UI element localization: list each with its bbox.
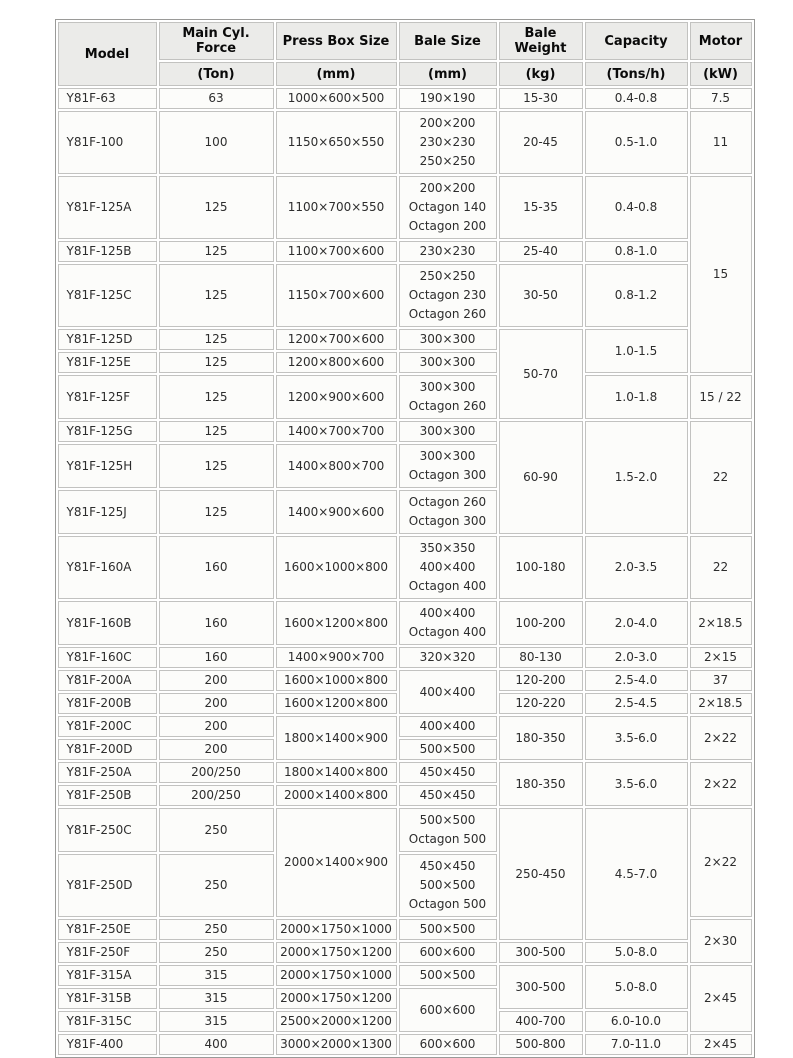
table-row bbox=[58, 536, 752, 599]
cell-weight: 300-500 bbox=[499, 942, 583, 963]
cell-box: 3000×2000×1300 bbox=[276, 1034, 397, 1055]
cell-bale: 300×300 bbox=[399, 329, 497, 350]
cell-model: Y81F-125G bbox=[58, 421, 157, 442]
cell-force: 250 bbox=[159, 942, 274, 963]
spec-table bbox=[55, 19, 755, 1058]
bale-size-line: Octagon 400 bbox=[408, 579, 487, 593]
cell-force: 315 bbox=[159, 988, 274, 1009]
cell-force: 250 bbox=[159, 808, 274, 852]
cell-model: Y81F-200C bbox=[58, 716, 157, 737]
cell-box: 1400×900×600 bbox=[276, 490, 397, 534]
table-row bbox=[58, 716, 752, 737]
cell-bale bbox=[399, 808, 497, 852]
cell-bale bbox=[399, 854, 497, 917]
cell-capacity: 2.0-3.0 bbox=[585, 647, 688, 668]
col-unit-motor: (kW) bbox=[690, 62, 752, 86]
spec-table-container bbox=[55, 0, 743, 1058]
header-row-units bbox=[58, 62, 752, 86]
cell-bale: 300×300 bbox=[399, 421, 497, 442]
cell-capacity: 7.0-11.0 bbox=[585, 1034, 688, 1055]
cell-weight: 20-45 bbox=[499, 111, 583, 174]
cell-weight: 15-35 bbox=[499, 176, 583, 239]
cell-box: 1600×1200×800 bbox=[276, 693, 397, 714]
cell-weight: 300-500 bbox=[499, 965, 583, 1009]
bale-size-line: Octagon 300 bbox=[408, 468, 487, 482]
cell-model: Y81F-160C bbox=[58, 647, 157, 668]
col-header-box: Press Box Size bbox=[276, 22, 397, 60]
cell-bale: 450×450 bbox=[399, 762, 497, 783]
cell-bale: 500×500 bbox=[399, 739, 497, 760]
cell-force: 125 bbox=[159, 176, 274, 239]
bale-size-line: 500×500 bbox=[419, 813, 476, 827]
cell-box: 1600×1200×800 bbox=[276, 601, 397, 645]
cell-capacity: 5.0-8.0 bbox=[585, 965, 688, 1009]
cell-capacity: 1.0-1.8 bbox=[585, 375, 688, 419]
cell-model: Y81F-200D bbox=[58, 739, 157, 760]
cell-weight: 120-200 bbox=[499, 670, 583, 691]
cell-motor: 2×30 bbox=[690, 919, 752, 963]
cell-bale bbox=[399, 490, 497, 534]
cell-model: Y81F-125A bbox=[58, 176, 157, 239]
cell-weight: 180-350 bbox=[499, 762, 583, 806]
cell-bale: 230×230 bbox=[399, 241, 497, 262]
cell-bale bbox=[399, 176, 497, 239]
cell-box: 1100×700×600 bbox=[276, 241, 397, 262]
cell-box: 1400×700×700 bbox=[276, 421, 397, 442]
bale-size-line: Octagon 200 bbox=[408, 219, 487, 233]
cell-box: 2000×1750×1000 bbox=[276, 965, 397, 986]
cell-force: 250 bbox=[159, 919, 274, 940]
bale-size-line: 300×300 bbox=[419, 449, 476, 463]
bale-size-line: 250×250 bbox=[419, 269, 476, 283]
table-row bbox=[58, 647, 752, 668]
col-unit-force: (Ton) bbox=[159, 62, 274, 86]
cell-weight: 30-50 bbox=[499, 264, 583, 327]
cell-motor: 2×18.5 bbox=[690, 601, 752, 645]
cell-bale bbox=[399, 536, 497, 599]
cell-weight: 400-700 bbox=[499, 1011, 583, 1032]
cell-box: 1000×600×500 bbox=[276, 88, 397, 109]
col-unit-box: (mm) bbox=[276, 62, 397, 86]
table-row bbox=[58, 601, 752, 645]
cell-box: 1200×700×600 bbox=[276, 329, 397, 350]
cell-weight: 25-40 bbox=[499, 241, 583, 262]
col-header-weight: Bale Weight bbox=[499, 22, 583, 60]
cell-bale bbox=[399, 601, 497, 645]
bale-size-line: 200×200 bbox=[419, 116, 476, 130]
cell-force: 63 bbox=[159, 88, 274, 109]
cell-model: Y81F-125C bbox=[58, 264, 157, 327]
cell-box: 1800×1400×900 bbox=[276, 716, 397, 760]
table-row bbox=[58, 329, 752, 350]
cell-model: Y81F-125J bbox=[58, 490, 157, 534]
cell-motor: 2×22 bbox=[690, 762, 752, 806]
table-row bbox=[58, 264, 752, 327]
cell-motor: 22 bbox=[690, 536, 752, 599]
cell-weight: 100-200 bbox=[499, 601, 583, 645]
cell-capacity: 5.0-8.0 bbox=[585, 942, 688, 963]
bale-size-line: 400×400 bbox=[419, 606, 476, 620]
table-row bbox=[58, 111, 752, 174]
bale-size-line: 300×300 bbox=[419, 380, 476, 394]
cell-capacity: 3.5-6.0 bbox=[585, 716, 688, 760]
cell-box: 2000×1750×1000 bbox=[276, 919, 397, 940]
cell-box: 1150×650×550 bbox=[276, 111, 397, 174]
col-unit-weight: (kg) bbox=[499, 62, 583, 86]
cell-capacity: 0.4-0.8 bbox=[585, 88, 688, 109]
cell-bale bbox=[399, 264, 497, 327]
cell-weight: 120-220 bbox=[499, 693, 583, 714]
cell-force: 160 bbox=[159, 536, 274, 599]
cell-model: Y81F-125H bbox=[58, 444, 157, 488]
spec-table-head bbox=[58, 22, 752, 86]
cell-bale bbox=[399, 111, 497, 174]
cell-motor: 2×22 bbox=[690, 716, 752, 760]
cell-model: Y81F-250D bbox=[58, 854, 157, 917]
cell-weight: 80-130 bbox=[499, 647, 583, 668]
cell-motor: 2×15 bbox=[690, 647, 752, 668]
cell-weight: 60-90 bbox=[499, 421, 583, 534]
cell-bale: 190×190 bbox=[399, 88, 497, 109]
cell-force: 160 bbox=[159, 601, 274, 645]
col-unit-capacity: (Tons/h) bbox=[585, 62, 688, 86]
cell-force: 250 bbox=[159, 854, 274, 917]
cell-box: 1800×1400×800 bbox=[276, 762, 397, 783]
cell-capacity: 0.5-1.0 bbox=[585, 111, 688, 174]
cell-capacity: 2.5-4.5 bbox=[585, 693, 688, 714]
cell-motor: 2×22 bbox=[690, 808, 752, 917]
cell-box: 1400×800×700 bbox=[276, 444, 397, 488]
bale-size-line: 200×200 bbox=[419, 181, 476, 195]
cell-force: 125 bbox=[159, 444, 274, 488]
cell-box: 1200×900×600 bbox=[276, 375, 397, 419]
cell-force: 200/250 bbox=[159, 762, 274, 783]
cell-bale: 500×500 bbox=[399, 965, 497, 986]
cell-capacity: 6.0-10.0 bbox=[585, 1011, 688, 1032]
cell-capacity: 2.0-3.5 bbox=[585, 536, 688, 599]
cell-motor: 15 / 22 bbox=[690, 375, 752, 419]
cell-model: Y81F-125D bbox=[58, 329, 157, 350]
table-row bbox=[58, 670, 752, 691]
bale-size-line: Octagon 260 bbox=[408, 495, 487, 509]
cell-model: Y81F-315C bbox=[58, 1011, 157, 1032]
cell-force: 200 bbox=[159, 716, 274, 737]
bale-size-line: 350×350 bbox=[419, 541, 476, 555]
bale-size-line: Octagon 230 bbox=[408, 288, 487, 302]
bale-size-line: Octagon 500 bbox=[408, 832, 487, 846]
cell-force: 125 bbox=[159, 264, 274, 327]
cell-box: 1200×800×600 bbox=[276, 352, 397, 373]
table-row bbox=[58, 241, 752, 262]
cell-model: Y81F-125E bbox=[58, 352, 157, 373]
bale-size-line: 450×450 bbox=[419, 859, 476, 873]
cell-bale: 600×600 bbox=[399, 942, 497, 963]
cell-weight: 100-180 bbox=[499, 536, 583, 599]
cell-force: 160 bbox=[159, 647, 274, 668]
cell-weight: 50-70 bbox=[499, 329, 583, 419]
bale-size-line: Octagon 500 bbox=[408, 897, 487, 911]
cell-bale bbox=[399, 375, 497, 419]
spec-table-body bbox=[58, 88, 752, 1055]
cell-capacity: 2.5-4.0 bbox=[585, 670, 688, 691]
bale-size-line: Octagon 300 bbox=[408, 514, 487, 528]
cell-force: 125 bbox=[159, 352, 274, 373]
cell-force: 315 bbox=[159, 965, 274, 986]
cell-box: 1600×1000×800 bbox=[276, 536, 397, 599]
cell-weight: 180-350 bbox=[499, 716, 583, 760]
bale-size-line: Octagon 260 bbox=[408, 399, 487, 413]
cell-bale: 400×400 bbox=[399, 670, 497, 714]
table-row bbox=[58, 808, 752, 852]
bale-size-line: 250×250 bbox=[419, 154, 476, 168]
cell-force: 315 bbox=[159, 1011, 274, 1032]
cell-model: Y81F-315B bbox=[58, 988, 157, 1009]
cell-motor: 2×18.5 bbox=[690, 693, 752, 714]
header-row-titles bbox=[58, 22, 752, 60]
cell-motor: 22 bbox=[690, 421, 752, 534]
cell-box: 2000×1750×1200 bbox=[276, 988, 397, 1009]
cell-force: 200 bbox=[159, 693, 274, 714]
cell-motor: 11 bbox=[690, 111, 752, 174]
cell-model: Y81F-250E bbox=[58, 919, 157, 940]
table-row bbox=[58, 176, 752, 239]
cell-bale: 320×320 bbox=[399, 647, 497, 668]
cell-model: Y81F-400 bbox=[58, 1034, 157, 1055]
cell-bale: 450×450 bbox=[399, 785, 497, 806]
table-row bbox=[58, 762, 752, 783]
cell-force: 125 bbox=[159, 375, 274, 419]
table-row bbox=[58, 421, 752, 442]
cell-model: Y81F-250B bbox=[58, 785, 157, 806]
cell-force: 200/250 bbox=[159, 785, 274, 806]
cell-capacity: 1.5-2.0 bbox=[585, 421, 688, 534]
cell-box: 1150×700×600 bbox=[276, 264, 397, 327]
cell-box: 2000×1400×800 bbox=[276, 785, 397, 806]
cell-model: Y81F-125F bbox=[58, 375, 157, 419]
cell-capacity: 4.5-7.0 bbox=[585, 808, 688, 940]
cell-box: 1400×900×700 bbox=[276, 647, 397, 668]
cell-weight: 15-30 bbox=[499, 88, 583, 109]
cell-motor: 7.5 bbox=[690, 88, 752, 109]
cell-motor: 37 bbox=[690, 670, 752, 691]
cell-model: Y81F-63 bbox=[58, 88, 157, 109]
col-header-model: Model bbox=[58, 22, 157, 86]
cell-model: Y81F-160B bbox=[58, 601, 157, 645]
cell-model: Y81F-315A bbox=[58, 965, 157, 986]
cell-force: 100 bbox=[159, 111, 274, 174]
cell-force: 125 bbox=[159, 241, 274, 262]
cell-motor: 2×45 bbox=[690, 965, 752, 1032]
bale-size-line: Octagon 140 bbox=[408, 200, 487, 214]
cell-weight: 250-450 bbox=[499, 808, 583, 940]
cell-capacity: 0.4-0.8 bbox=[585, 176, 688, 239]
cell-model: Y81F-200A bbox=[58, 670, 157, 691]
cell-capacity: 3.5-6.0 bbox=[585, 762, 688, 806]
cell-bale: 300×300 bbox=[399, 352, 497, 373]
cell-bale: 600×600 bbox=[399, 1034, 497, 1055]
bale-size-line: Octagon 260 bbox=[408, 307, 487, 321]
cell-capacity: 0.8-1.0 bbox=[585, 241, 688, 262]
cell-motor: 2×45 bbox=[690, 1034, 752, 1055]
cell-capacity: 1.0-1.5 bbox=[585, 329, 688, 373]
cell-bale: 500×500 bbox=[399, 919, 497, 940]
bale-size-line: Octagon 400 bbox=[408, 625, 487, 639]
cell-box: 2000×1750×1200 bbox=[276, 942, 397, 963]
cell-bale bbox=[399, 444, 497, 488]
col-header-capacity: Capacity bbox=[585, 22, 688, 60]
cell-capacity: 0.8-1.2 bbox=[585, 264, 688, 327]
cell-bale: 400×400 bbox=[399, 716, 497, 737]
cell-model: Y81F-250C bbox=[58, 808, 157, 852]
cell-box: 1600×1000×800 bbox=[276, 670, 397, 691]
table-row bbox=[58, 88, 752, 109]
col-header-bale: Bale Size bbox=[399, 22, 497, 60]
cell-model: Y81F-100 bbox=[58, 111, 157, 174]
cell-force: 125 bbox=[159, 329, 274, 350]
cell-force: 125 bbox=[159, 421, 274, 442]
col-header-force: Main Cyl. Force bbox=[159, 22, 274, 60]
cell-box: 2000×1400×900 bbox=[276, 808, 397, 917]
cell-force: 200 bbox=[159, 670, 274, 691]
table-row bbox=[58, 965, 752, 986]
cell-force: 400 bbox=[159, 1034, 274, 1055]
table-row bbox=[58, 942, 752, 963]
cell-force: 125 bbox=[159, 490, 274, 534]
cell-box: 2500×2000×1200 bbox=[276, 1011, 397, 1032]
bale-size-line: 500×500 bbox=[419, 878, 476, 892]
cell-model: Y81F-125B bbox=[58, 241, 157, 262]
cell-capacity: 2.0-4.0 bbox=[585, 601, 688, 645]
cell-motor: 15 bbox=[690, 176, 752, 373]
table-row bbox=[58, 1034, 752, 1055]
cell-model: Y81F-200B bbox=[58, 693, 157, 714]
bale-size-line: 400×400 bbox=[419, 560, 476, 574]
bale-size-line: 230×230 bbox=[419, 135, 476, 149]
cell-model: Y81F-160A bbox=[58, 536, 157, 599]
col-unit-bale: (mm) bbox=[399, 62, 497, 86]
table-row bbox=[58, 375, 752, 419]
cell-model: Y81F-250A bbox=[58, 762, 157, 783]
cell-model: Y81F-250F bbox=[58, 942, 157, 963]
cell-bale: 600×600 bbox=[399, 988, 497, 1032]
cell-weight: 500-800 bbox=[499, 1034, 583, 1055]
col-header-motor: Motor bbox=[690, 22, 752, 60]
cell-force: 200 bbox=[159, 739, 274, 760]
cell-box: 1100×700×550 bbox=[276, 176, 397, 239]
